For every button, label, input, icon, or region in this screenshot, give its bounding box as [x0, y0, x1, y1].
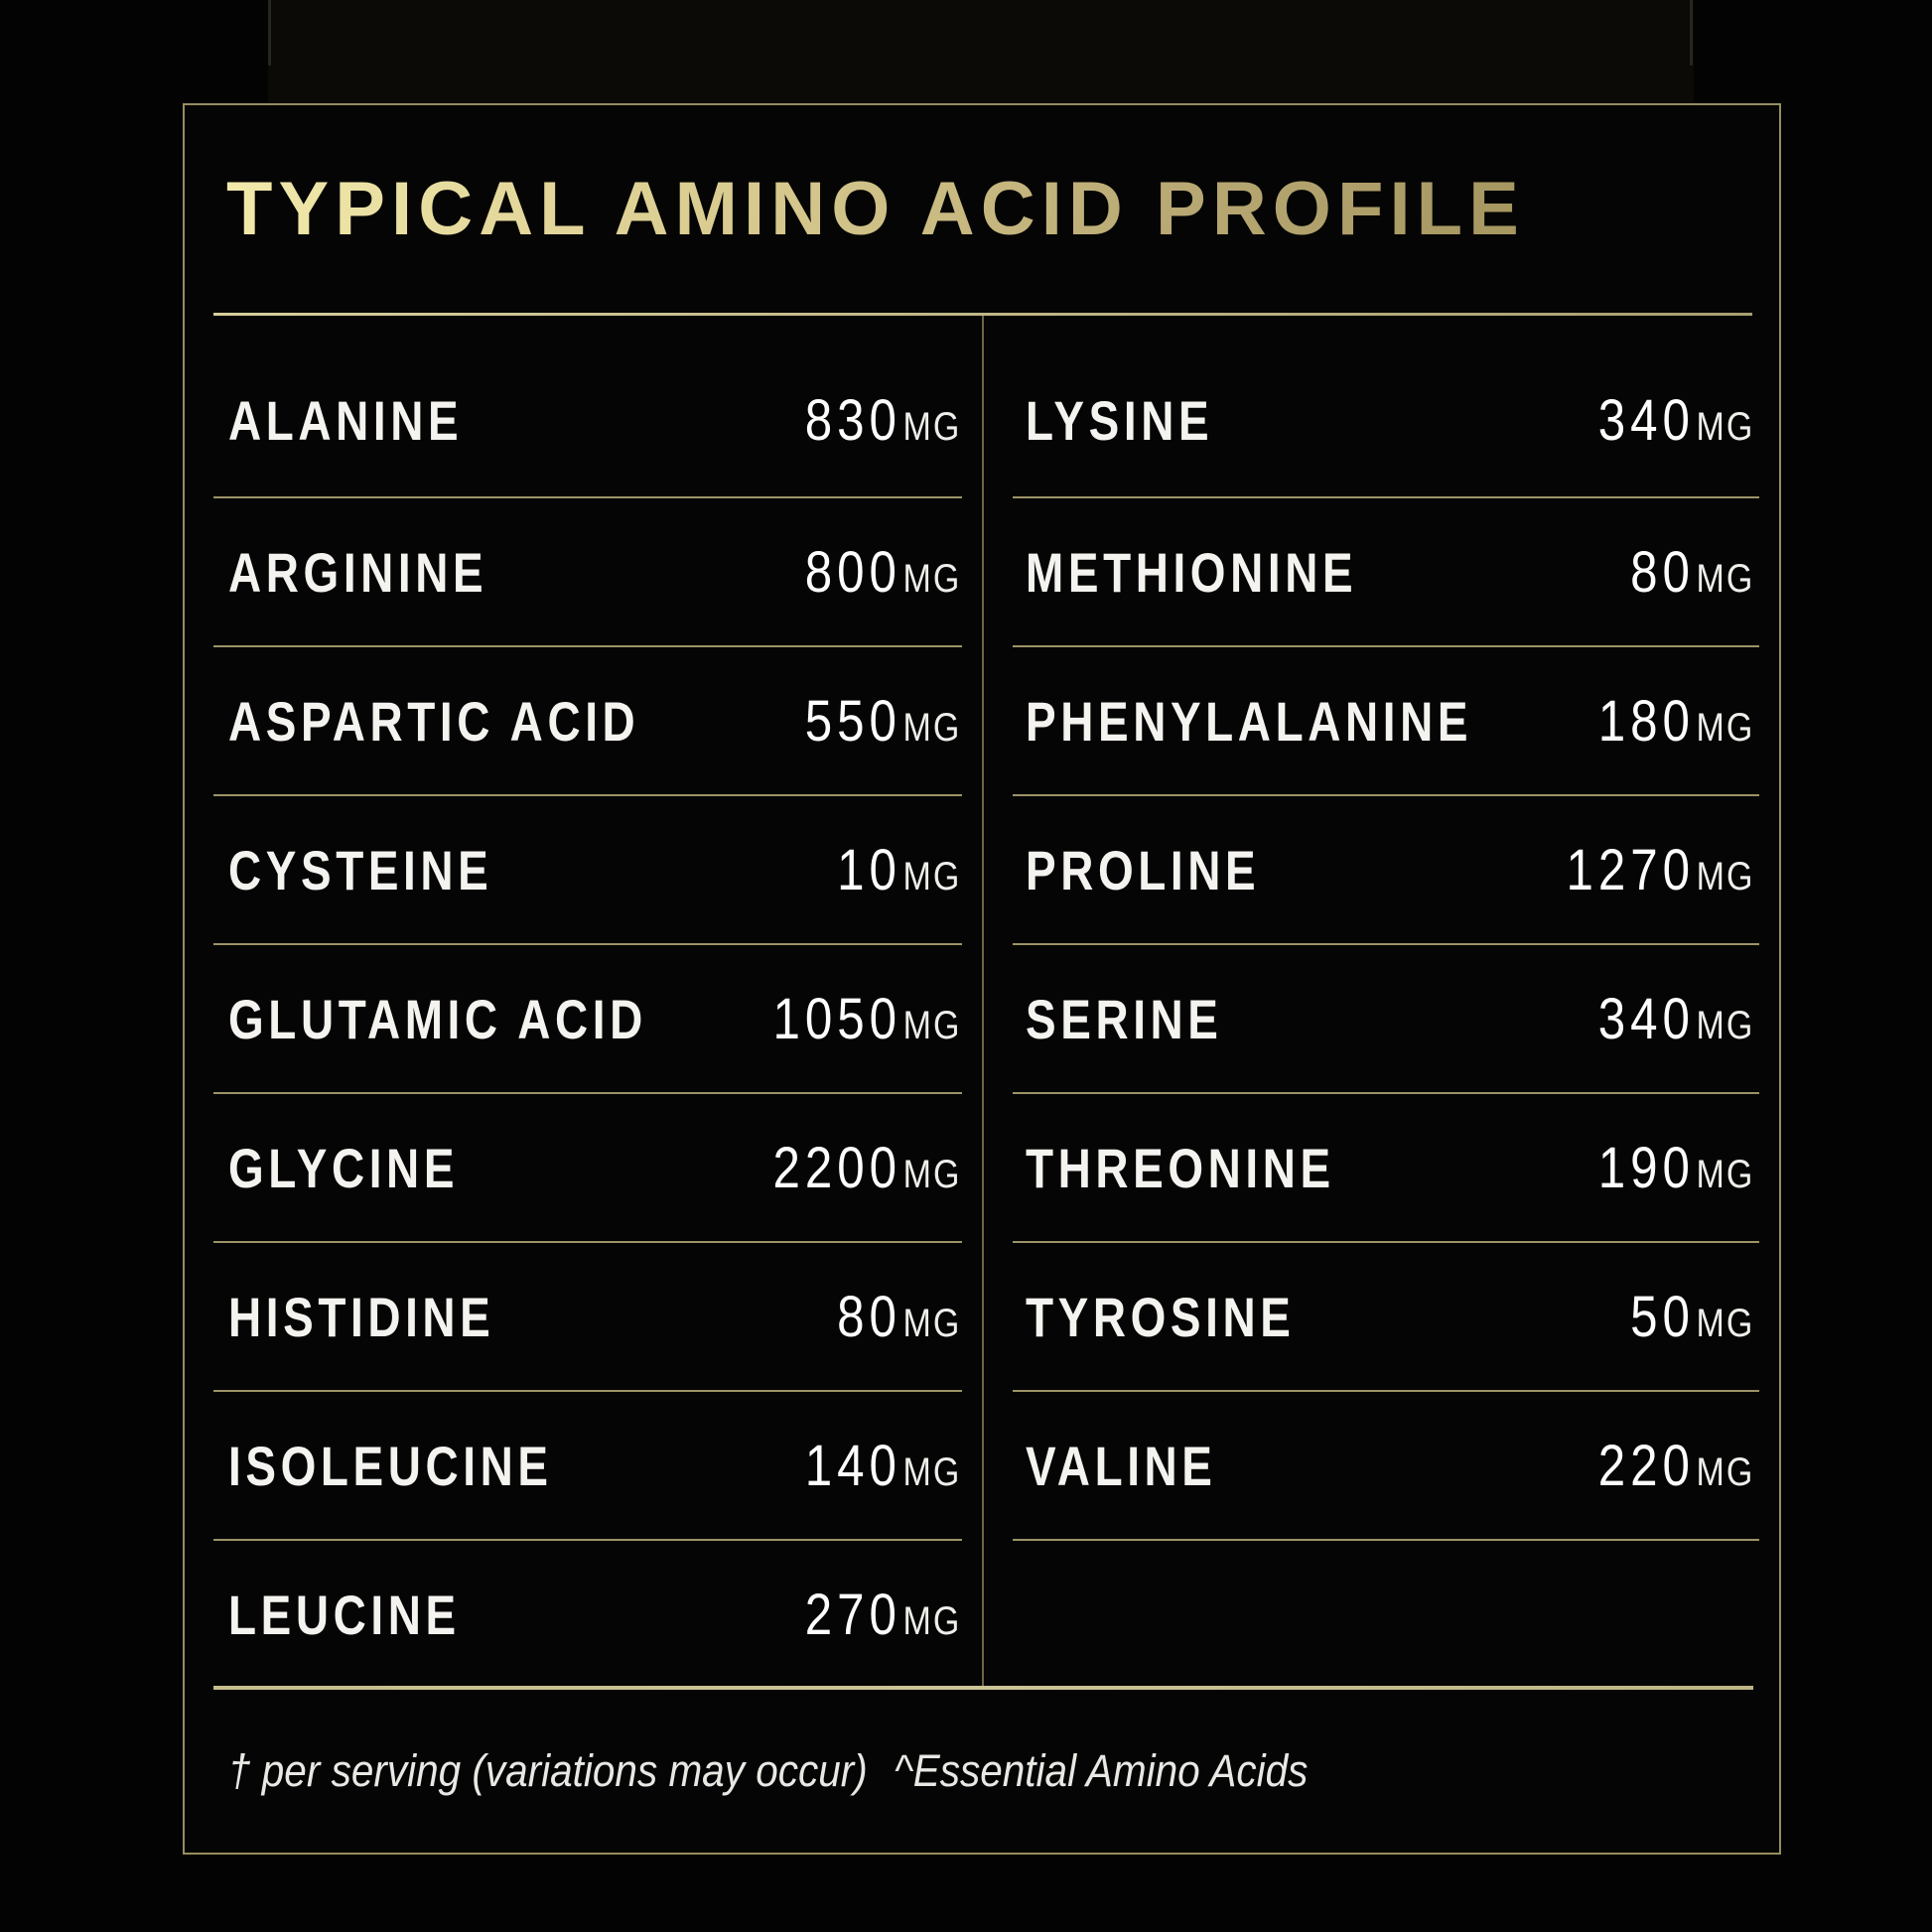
unit-label: MG: [1696, 556, 1755, 601]
amino-acid-name: SERINE: [1026, 987, 1223, 1050]
footnote-serving: † per serving (variations may occur): [228, 1745, 868, 1796]
unit-label: MG: [902, 1152, 961, 1196]
unit-label: MG: [1696, 1301, 1755, 1345]
page-title: [226, 166, 1561, 252]
amino-acid-name: THREONINE: [1026, 1136, 1335, 1199]
table-row-methionine: [984, 497, 1788, 646]
packaging-seam-left: [268, 0, 271, 66]
amino-acid-value: 10 MG: [836, 837, 961, 902]
table-row-tyrosine: [984, 1242, 1788, 1391]
amino-acid-name: PROLINE: [1026, 838, 1261, 901]
amino-acid-value: 830 MG: [804, 388, 961, 453]
table-row-cysteine: [185, 795, 991, 944]
unit-label: MG: [1696, 405, 1755, 449]
unit-label: MG: [1696, 705, 1755, 750]
amino-acid-value: 550 MG: [804, 688, 961, 754]
amino-acid-name: GLYCINE: [228, 1136, 460, 1199]
amino-acid-value: 220 MG: [1597, 1433, 1755, 1498]
table-column-right: [984, 316, 1779, 1687]
unit-label: MG: [902, 1449, 961, 1494]
table-column-left: [185, 316, 982, 1687]
table-row-serine: [984, 944, 1788, 1093]
amino-acid-value: 270 MG: [804, 1582, 961, 1647]
amino-acid-value: 1050 MG: [772, 986, 961, 1051]
amino-acid-value: 80 MG: [1629, 539, 1755, 605]
amino-acid-value: 340 MG: [1597, 986, 1755, 1051]
footnote-essential: ^Essential Amino Acids: [894, 1745, 1309, 1796]
footnote: [228, 1690, 1597, 1853]
table-row-glycine: [185, 1093, 991, 1242]
table-row-glutamic-acid: [185, 944, 991, 1093]
amino-acid-name: LYSINE: [1026, 389, 1214, 452]
amino-acid-value: 1270 MG: [1566, 837, 1755, 902]
unit-label: MG: [902, 1598, 961, 1643]
amino-acid-name: LEUCINE: [228, 1583, 461, 1646]
amino-acid-name: ARGININE: [228, 540, 488, 604]
table-cell-empty: [984, 1540, 1788, 1689]
unit-label: MG: [902, 1301, 961, 1345]
unit-label: MG: [902, 405, 961, 449]
table-row-proline: [984, 795, 1788, 944]
unit-label: MG: [1696, 1003, 1755, 1047]
table-row-lysine: [984, 316, 1788, 497]
amino-acid-value: 50 MG: [1629, 1284, 1755, 1349]
amino-acid-name: CYSTEINE: [228, 838, 493, 901]
amino-acid-name: METHIONINE: [1026, 540, 1358, 604]
amino-acid-value: 340 MG: [1597, 388, 1755, 453]
table-row-phenylalanine: [984, 646, 1788, 795]
packaging-top-band: [268, 0, 1694, 105]
packaging-seam-right: [1690, 0, 1693, 66]
table-row-alanine: [185, 316, 991, 497]
amino-acid-name: HISTIDINE: [228, 1285, 495, 1348]
amino-acid-value: 80 MG: [836, 1284, 961, 1349]
title-row: [185, 105, 1779, 313]
amino-acid-value: 800 MG: [804, 539, 961, 605]
unit-label: MG: [902, 556, 961, 601]
unit-label: MG: [1696, 1449, 1755, 1494]
amino-acid-name: PHENYLALANINE: [1026, 689, 1473, 753]
table-row-valine: [984, 1391, 1788, 1540]
amino-acid-value: 2200 MG: [772, 1135, 961, 1200]
page-title-text: TYPICAL AMINO ACID PROFILE: [226, 167, 1525, 251]
table-row-histidine: [185, 1242, 991, 1391]
amino-acid-value: 190 MG: [1597, 1135, 1755, 1200]
amino-acid-value: 180 MG: [1597, 688, 1755, 754]
amino-acid-name: ALANINE: [228, 389, 464, 452]
unit-label: MG: [1696, 1152, 1755, 1196]
unit-label: MG: [902, 854, 961, 898]
table-row-isoleucine: [185, 1391, 991, 1540]
amino-acid-name: TYROSINE: [1026, 1285, 1296, 1348]
dagger-superscript: †: [1532, 175, 1562, 219]
table-row-arginine: [185, 497, 991, 646]
amino-acid-name: VALINE: [1026, 1434, 1217, 1497]
amino-acid-name: ASPARTIC ACID: [228, 689, 640, 753]
unit-label: MG: [902, 705, 961, 750]
table-row-threonine: [984, 1093, 1788, 1242]
table-row-aspartic-acid: [185, 646, 991, 795]
amino-acid-table: [185, 316, 1779, 1687]
unit-label: MG: [902, 1003, 961, 1047]
amino-acid-name: ISOLEUCINE: [228, 1434, 553, 1497]
amino-acid-value: 140 MG: [804, 1433, 961, 1498]
table-row-leucine: [185, 1540, 991, 1689]
amino-acid-profile-panel: [183, 103, 1781, 1855]
amino-acid-name: GLUTAMIC ACID: [228, 987, 647, 1050]
unit-label: MG: [1696, 854, 1755, 898]
